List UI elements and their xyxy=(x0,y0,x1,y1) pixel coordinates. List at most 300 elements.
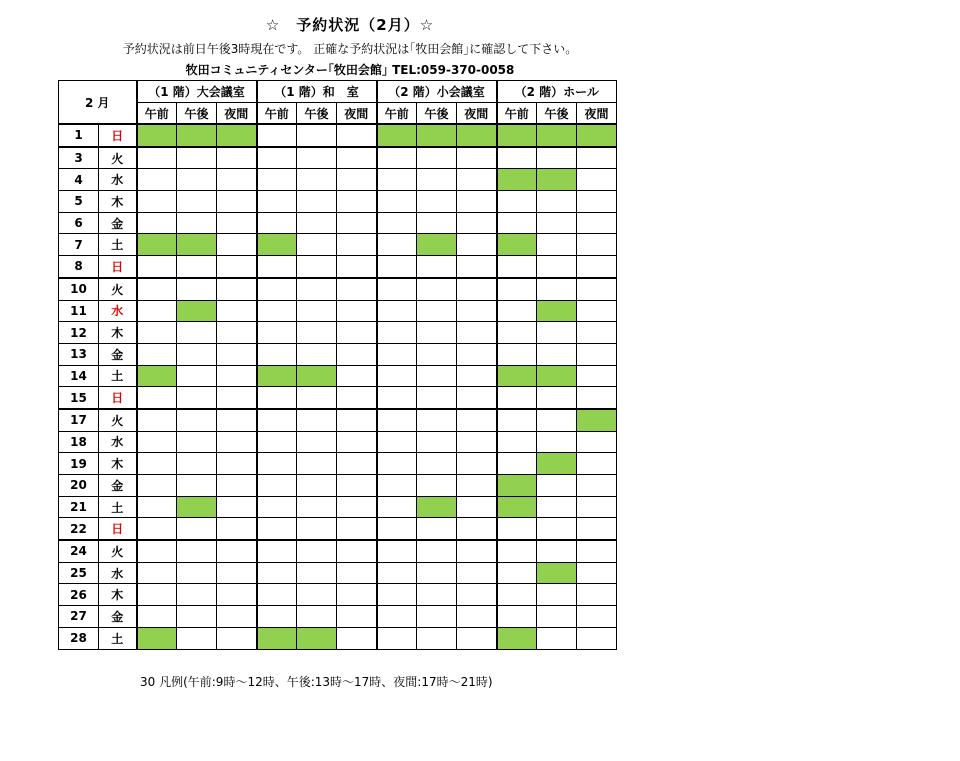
slot-header: 午前 xyxy=(257,103,297,125)
slot-cell-free xyxy=(457,212,497,234)
slot-cell-free xyxy=(177,431,217,453)
slot-cell-free xyxy=(417,343,457,365)
day-number: 21 xyxy=(59,496,99,518)
slot-cell-free xyxy=(417,540,457,562)
slot-cell-free xyxy=(177,453,217,475)
slot-cell-free xyxy=(457,300,497,322)
slot-cell-free xyxy=(177,409,217,431)
slot-cell-free xyxy=(257,322,297,344)
slot-cell-free xyxy=(217,496,257,518)
day-number: 27 xyxy=(59,606,99,628)
slot-cell-free xyxy=(337,124,377,147)
slot-cell-booked xyxy=(177,234,217,256)
slot-cell-free xyxy=(537,147,577,169)
slot-cell-free xyxy=(377,278,417,300)
month-header: 2 月 xyxy=(59,81,137,125)
slot-cell-free xyxy=(297,496,337,518)
slot-cell-free xyxy=(457,540,497,562)
weekday-label: 木 xyxy=(99,322,137,344)
slot-cell-free xyxy=(137,300,177,322)
slot-cell-free xyxy=(417,431,457,453)
slot-cell-free xyxy=(137,475,177,497)
slot-cell-free xyxy=(497,212,537,234)
day-number: 5 xyxy=(59,191,99,213)
slot-cell-free xyxy=(257,212,297,234)
weekday-label: 土 xyxy=(99,496,137,518)
table-row xyxy=(59,409,617,431)
slot-cell-free xyxy=(457,409,497,431)
day-number: 4 xyxy=(59,169,99,191)
slot-cell-free xyxy=(577,606,617,628)
slot-cell-free xyxy=(577,562,617,584)
slot-cell-free xyxy=(377,540,417,562)
weekday-label: 火 xyxy=(99,409,137,431)
slot-cell-free xyxy=(297,343,337,365)
weekday-label: 木 xyxy=(99,584,137,606)
slot-cell-booked xyxy=(537,169,577,191)
slot-cell-free xyxy=(577,278,617,300)
slot-cell-free xyxy=(377,518,417,540)
day-number: 17 xyxy=(59,409,99,431)
weekday-label: 水 xyxy=(99,169,137,191)
weekday-label: 日 xyxy=(99,124,137,147)
slot-cell-booked xyxy=(577,124,617,147)
slot-cell-free xyxy=(257,169,297,191)
slot-cell-free xyxy=(337,365,377,387)
status-note: 予約状況は前日午後3時現在です。 正確な予約状況は｢牧田会館｣に確認して下さい。 xyxy=(122,42,578,56)
slot-cell-booked xyxy=(377,124,417,147)
slot-cell-booked xyxy=(497,169,537,191)
slot-cell-free xyxy=(217,606,257,628)
day-number: 25 xyxy=(59,562,99,584)
slot-cell-free xyxy=(377,234,417,256)
weekday-label: 金 xyxy=(99,475,137,497)
slot-cell-free xyxy=(337,496,377,518)
slot-cell-free xyxy=(217,256,257,278)
slot-cell-free xyxy=(217,365,257,387)
slot-cell-free xyxy=(297,256,337,278)
slot-cell-free xyxy=(137,584,177,606)
slot-cell-free xyxy=(257,584,297,606)
page-title: ☆ 予約状況（2月）☆ xyxy=(265,16,435,34)
slot-cell-free xyxy=(177,365,217,387)
slot-cell-free xyxy=(257,147,297,169)
slot-cell-free xyxy=(377,453,417,475)
slot-cell-free xyxy=(537,409,577,431)
day-number: 10 xyxy=(59,278,99,300)
slot-cell-free xyxy=(417,606,457,628)
slot-cell-free xyxy=(337,278,377,300)
slot-cell-free xyxy=(377,212,417,234)
slot-cell-free xyxy=(577,365,617,387)
slot-cell-free xyxy=(497,562,537,584)
slot-cell-free xyxy=(337,431,377,453)
slot-cell-free xyxy=(337,584,377,606)
slot-cell-free xyxy=(297,147,337,169)
slot-cell-free xyxy=(137,496,177,518)
slot-cell-free xyxy=(577,300,617,322)
table-row xyxy=(59,606,617,628)
slot-cell-free xyxy=(177,147,217,169)
slot-cell-free xyxy=(377,300,417,322)
day-number: 12 xyxy=(59,322,99,344)
slot-header: 午前 xyxy=(137,103,177,125)
reservation-table xyxy=(58,80,617,650)
table-row xyxy=(59,256,617,278)
slot-header: 夜間 xyxy=(457,103,497,125)
slot-cell-free xyxy=(537,540,577,562)
slot-cell-free xyxy=(377,169,417,191)
slot-cell-free xyxy=(417,518,457,540)
slot-cell-free xyxy=(137,540,177,562)
slot-cell-free xyxy=(217,518,257,540)
slot-header: 午後 xyxy=(177,103,217,125)
slot-cell-booked xyxy=(497,124,537,147)
slot-cell-booked xyxy=(497,496,537,518)
weekday-label: 木 xyxy=(99,453,137,475)
slot-cell-free xyxy=(217,234,257,256)
slot-cell-free xyxy=(497,300,537,322)
slot-cell-free xyxy=(217,387,257,409)
slot-cell-free xyxy=(377,365,417,387)
slot-cell-free xyxy=(217,300,257,322)
slot-cell-free xyxy=(217,584,257,606)
table-row xyxy=(59,518,617,540)
slot-cell-free xyxy=(417,453,457,475)
slot-cell-free xyxy=(177,256,217,278)
slot-cell-free xyxy=(457,387,497,409)
slot-cell-booked xyxy=(137,365,177,387)
slot-cell-free xyxy=(377,322,417,344)
slot-cell-free xyxy=(497,584,537,606)
slot-cell-free xyxy=(257,496,297,518)
slot-cell-free xyxy=(417,365,457,387)
table-row xyxy=(59,124,617,147)
slot-cell-free xyxy=(257,300,297,322)
day-number: 19 xyxy=(59,453,99,475)
slot-cell-free xyxy=(217,322,257,344)
slot-cell-free xyxy=(137,431,177,453)
table-row xyxy=(59,365,617,387)
slot-cell-free xyxy=(417,278,457,300)
contact-info: 牧田コミュニティセンター｢牧田会館｣ TEL:059-370-0058 xyxy=(185,63,515,77)
slot-cell-free xyxy=(137,278,177,300)
slot-cell-free xyxy=(337,191,377,213)
table-row xyxy=(59,584,617,606)
slot-cell-free xyxy=(377,147,417,169)
table-row xyxy=(59,191,617,213)
day-number: 22 xyxy=(59,518,99,540)
slot-cell-free xyxy=(297,169,337,191)
slot-cell-free xyxy=(537,627,577,649)
weekday-label: 日 xyxy=(99,518,137,540)
slot-cell-free xyxy=(297,606,337,628)
slot-cell-free xyxy=(377,584,417,606)
day-number: 14 xyxy=(59,365,99,387)
slot-cell-free xyxy=(137,409,177,431)
slot-cell-free xyxy=(457,256,497,278)
slot-cell-booked xyxy=(177,496,217,518)
slot-cell-free xyxy=(537,322,577,344)
slot-cell-booked xyxy=(137,124,177,147)
slot-cell-free xyxy=(377,475,417,497)
slot-cell-free xyxy=(497,453,537,475)
slot-cell-booked xyxy=(417,496,457,518)
slot-header: 夜間 xyxy=(577,103,617,125)
slot-cell-free xyxy=(497,278,537,300)
slot-cell-free xyxy=(577,191,617,213)
slot-cell-free xyxy=(457,365,497,387)
slot-cell-free xyxy=(497,147,537,169)
day-number: 6 xyxy=(59,212,99,234)
slot-cell-booked xyxy=(577,409,617,431)
table-row xyxy=(59,562,617,584)
slot-cell-free xyxy=(177,627,217,649)
slot-cell-free xyxy=(337,322,377,344)
day-number: 7 xyxy=(59,234,99,256)
slot-cell-free xyxy=(137,387,177,409)
slot-cell-free xyxy=(177,584,217,606)
slot-cell-free xyxy=(257,475,297,497)
slot-header: 夜間 xyxy=(217,103,257,125)
slot-cell-free xyxy=(577,322,617,344)
table-row xyxy=(59,278,617,300)
slot-cell-booked xyxy=(257,365,297,387)
slot-cell-free xyxy=(217,147,257,169)
slot-cell-free xyxy=(417,191,457,213)
weekday-label: 火 xyxy=(99,278,137,300)
slot-cell-free xyxy=(577,256,617,278)
slot-cell-free xyxy=(137,606,177,628)
slot-cell-free xyxy=(417,256,457,278)
slot-cell-free xyxy=(577,518,617,540)
slot-cell-free xyxy=(337,256,377,278)
weekday-label: 火 xyxy=(99,147,137,169)
slot-cell-free xyxy=(257,343,297,365)
day-number: 28 xyxy=(59,627,99,649)
slot-cell-free xyxy=(257,124,297,147)
slot-cell-free xyxy=(217,562,257,584)
slot-cell-free xyxy=(297,212,337,234)
slot-cell-free xyxy=(297,518,337,540)
day-number: 20 xyxy=(59,475,99,497)
room-header: （1 階）和 室 xyxy=(257,81,377,103)
slot-cell-free xyxy=(337,169,377,191)
slot-cell-free xyxy=(377,562,417,584)
slot-cell-free xyxy=(177,387,217,409)
slot-cell-free xyxy=(417,584,457,606)
slot-cell-free xyxy=(577,234,617,256)
slot-cell-free xyxy=(297,278,337,300)
slot-cell-free xyxy=(177,212,217,234)
slot-cell-free xyxy=(577,387,617,409)
slot-cell-free xyxy=(257,387,297,409)
weekday-label: 水 xyxy=(99,562,137,584)
slot-cell-free xyxy=(217,409,257,431)
weekday-label: 金 xyxy=(99,212,137,234)
slot-cell-free xyxy=(297,300,337,322)
weekday-label: 土 xyxy=(99,627,137,649)
slot-cell-free xyxy=(257,453,297,475)
slot-cell-free xyxy=(457,147,497,169)
slot-cell-free xyxy=(417,300,457,322)
weekday-label: 木 xyxy=(99,191,137,213)
slot-cell-free xyxy=(377,387,417,409)
weekday-label: 水 xyxy=(99,300,137,322)
slot-cell-free xyxy=(137,169,177,191)
slot-cell-free xyxy=(457,562,497,584)
slot-header: 午前 xyxy=(377,103,417,125)
slot-cell-free xyxy=(577,431,617,453)
slot-cell-free xyxy=(297,584,337,606)
slot-cell-free xyxy=(537,278,577,300)
slot-cell-free xyxy=(177,562,217,584)
slot-cell-booked xyxy=(177,300,217,322)
slot-cell-free xyxy=(537,584,577,606)
day-number: 8 xyxy=(59,256,99,278)
slot-cell-free xyxy=(577,453,617,475)
slot-cell-booked xyxy=(177,124,217,147)
weekday-label: 金 xyxy=(99,343,137,365)
slot-cell-free xyxy=(537,606,577,628)
slot-cell-free xyxy=(497,518,537,540)
slot-cell-booked xyxy=(297,627,337,649)
day-number: 1 xyxy=(59,124,99,147)
slot-cell-free xyxy=(457,627,497,649)
table-row xyxy=(59,322,617,344)
slot-cell-free xyxy=(577,540,617,562)
slot-cell-free xyxy=(217,278,257,300)
slot-cell-booked xyxy=(497,365,537,387)
slot-cell-free xyxy=(257,278,297,300)
slot-cell-free xyxy=(337,234,377,256)
table-row xyxy=(59,212,617,234)
slot-cell-free xyxy=(257,409,297,431)
slot-cell-free xyxy=(257,518,297,540)
slot-cell-free xyxy=(497,387,537,409)
table-row xyxy=(59,540,617,562)
slot-cell-free xyxy=(337,453,377,475)
slot-header: 夜間 xyxy=(337,103,377,125)
weekday-label: 日 xyxy=(99,387,137,409)
slot-cell-free xyxy=(377,256,417,278)
slot-cell-free xyxy=(577,343,617,365)
slot-cell-free xyxy=(457,496,497,518)
table-row xyxy=(59,300,617,322)
slot-cell-free xyxy=(257,540,297,562)
slot-cell-free xyxy=(377,431,417,453)
slot-cell-booked xyxy=(257,627,297,649)
table-row xyxy=(59,475,617,497)
table-header xyxy=(59,81,617,125)
slot-cell-free xyxy=(577,212,617,234)
slot-cell-free xyxy=(177,475,217,497)
slot-cell-free xyxy=(137,562,177,584)
slot-cell-free xyxy=(537,431,577,453)
slot-cell-booked xyxy=(217,124,257,147)
slot-cell-free xyxy=(457,584,497,606)
slot-cell-booked xyxy=(537,124,577,147)
slot-cell-free xyxy=(257,431,297,453)
slot-cell-booked xyxy=(537,300,577,322)
slot-cell-free xyxy=(217,191,257,213)
slot-cell-free xyxy=(177,540,217,562)
slot-cell-free xyxy=(537,518,577,540)
day-number: 3 xyxy=(59,147,99,169)
slot-cell-free xyxy=(137,322,177,344)
slot-cell-free xyxy=(177,169,217,191)
slot-cell-booked xyxy=(497,627,537,649)
day-number: 15 xyxy=(59,387,99,409)
slot-cell-free xyxy=(177,278,217,300)
slot-cell-free xyxy=(337,409,377,431)
day-number: 24 xyxy=(59,540,99,562)
slot-cell-free xyxy=(417,147,457,169)
slot-cell-free xyxy=(257,606,297,628)
slot-cell-free xyxy=(537,387,577,409)
slot-header: 午後 xyxy=(537,103,577,125)
slot-cell-free xyxy=(457,453,497,475)
slot-cell-free xyxy=(297,387,337,409)
weekday-label: 火 xyxy=(99,540,137,562)
slot-cell-free xyxy=(497,322,537,344)
slot-cell-free xyxy=(537,234,577,256)
legend: 30 凡例(午前:9時～12時、午後:13時～17時、夜間:17時～21時) xyxy=(140,675,493,689)
slot-cell-free xyxy=(457,169,497,191)
slot-cell-free xyxy=(577,169,617,191)
slot-cell-free xyxy=(137,191,177,213)
slot-cell-free xyxy=(417,212,457,234)
slot-header: 午前 xyxy=(497,103,537,125)
slot-cell-free xyxy=(377,343,417,365)
slot-cell-free xyxy=(337,343,377,365)
table-row xyxy=(59,234,617,256)
slot-cell-free xyxy=(537,475,577,497)
slot-cell-booked xyxy=(537,562,577,584)
slot-cell-free xyxy=(337,540,377,562)
slot-cell-free xyxy=(177,518,217,540)
slot-cell-free xyxy=(337,518,377,540)
room-header: （2 階）小会議室 xyxy=(377,81,497,103)
table-row xyxy=(59,147,617,169)
slot-cell-free xyxy=(417,627,457,649)
room-header: （1 階）大会議室 xyxy=(137,81,257,103)
slot-cell-free xyxy=(497,606,537,628)
slot-cell-free xyxy=(217,343,257,365)
slot-cell-free xyxy=(457,234,497,256)
slot-cell-free xyxy=(297,234,337,256)
slot-cell-free xyxy=(137,212,177,234)
slot-cell-free xyxy=(137,147,177,169)
slot-cell-free xyxy=(377,496,417,518)
slot-cell-free xyxy=(457,322,497,344)
day-number: 13 xyxy=(59,343,99,365)
slot-cell-free xyxy=(497,409,537,431)
slot-cell-booked xyxy=(257,234,297,256)
slot-cell-free xyxy=(217,453,257,475)
slot-cell-free xyxy=(177,606,217,628)
slot-cell-free xyxy=(457,475,497,497)
slot-cell-free xyxy=(337,475,377,497)
slot-cell-free xyxy=(177,322,217,344)
slot-cell-free xyxy=(497,343,537,365)
slot-cell-free xyxy=(457,606,497,628)
slot-cell-booked xyxy=(457,124,497,147)
slot-cell-free xyxy=(417,387,457,409)
slot-cell-free xyxy=(377,606,417,628)
table-row xyxy=(59,431,617,453)
slot-cell-free xyxy=(337,562,377,584)
